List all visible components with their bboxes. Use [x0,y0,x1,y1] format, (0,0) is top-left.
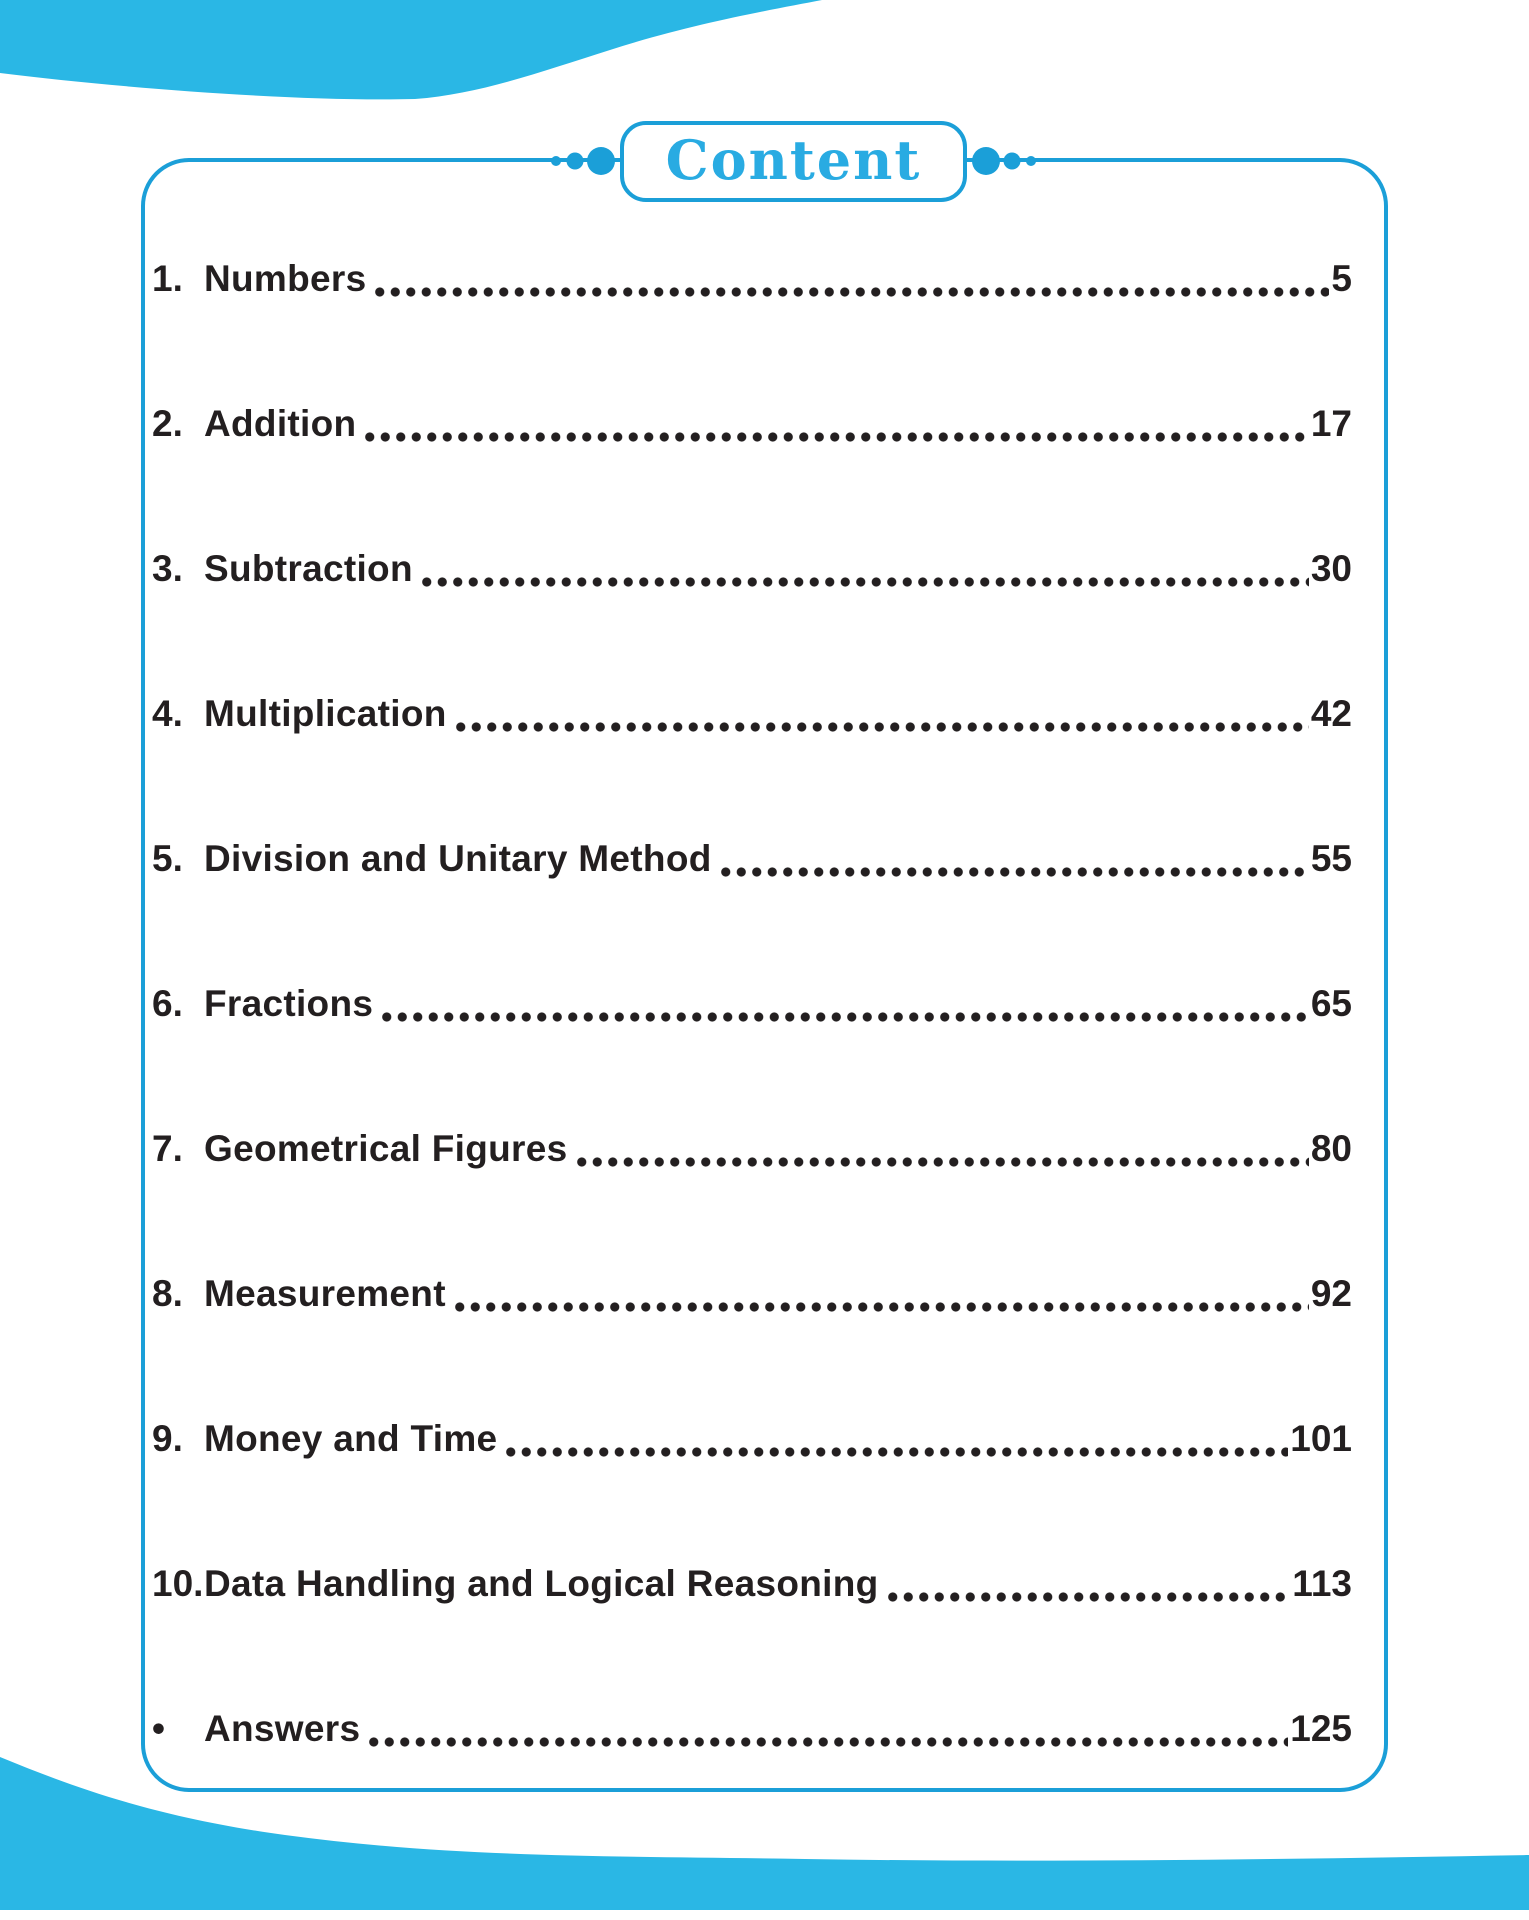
toc-item-page: 42 [1310,692,1352,734]
toc-leader-dots [574,1156,1309,1168]
toc-item-label: Numbers [204,257,367,299]
toc-item-number: 6. [152,982,183,1024]
toc-row [152,351,1352,496]
toc-item-number: 5. [152,837,183,879]
toc-item-page: 5 [1331,257,1352,299]
toc-row [152,931,1352,1076]
toc-item-page: 17 [1310,402,1352,444]
toc-leader-dots [419,576,1309,588]
page-title: Content [665,127,922,192]
toc-row [152,1656,1352,1801]
toc-leader-dots [453,721,1309,733]
toc-item-label: Multiplication [204,692,447,734]
toc-item-page: 92 [1310,1272,1352,1314]
toc-leader-dots [362,431,1308,443]
toc-item-page: 30 [1310,547,1352,589]
toc-leader-dots [503,1446,1288,1458]
toc-item-number: 4. [152,692,183,734]
toc-item-label: Geometrical Figures [204,1127,568,1169]
toc-leader-dots [885,1591,1291,1603]
toc-item-page: 65 [1310,982,1352,1024]
toc-item-label: Money and Time [204,1417,498,1459]
content-title-plate [620,121,967,202]
toc-row [152,1076,1352,1221]
toc-item-label: Fractions [204,982,374,1024]
toc-leader-dots [366,1736,1288,1748]
toc-row [152,641,1352,786]
toc-row [152,496,1352,641]
toc-leader-dots [718,866,1309,878]
toc-item-number: 3. [152,547,183,589]
toc-item-page: 113 [1292,1562,1352,1604]
toc-leader-dots [372,286,1329,298]
toc-item-label: Data Handling and Logical Reasoning [204,1562,879,1604]
toc-item-label: Subtraction [204,547,413,589]
toc-item-number: 7. [152,1127,183,1169]
toc-row [152,206,1352,351]
toc-row [152,1366,1352,1511]
toc-item-page: 101 [1290,1417,1352,1459]
toc-item-number: 2. [152,402,183,444]
toc-item-label: Measurement [204,1272,446,1314]
top-wave-decoration [0,0,1529,110]
toc-item-label: Division and Unitary Method [204,837,712,879]
toc-list [152,206,1352,1801]
toc-row [152,786,1352,931]
toc-item-page: 55 [1310,837,1352,879]
toc-leader-dots [452,1301,1309,1313]
toc-item-number: 9. [152,1417,183,1459]
toc-row [152,1511,1352,1656]
toc-row [152,1221,1352,1366]
toc-item-number: 10. [152,1562,204,1604]
toc-item-page: 80 [1310,1127,1352,1169]
toc-item-label: Addition [204,402,357,444]
toc-item-label: Answers [204,1707,361,1749]
toc-item-page: 125 [1290,1707,1352,1749]
toc-item-number: • [152,1707,165,1749]
toc-item-number: 1. [152,257,183,299]
toc-leader-dots [379,1011,1309,1023]
toc-item-number: 8. [152,1272,183,1314]
